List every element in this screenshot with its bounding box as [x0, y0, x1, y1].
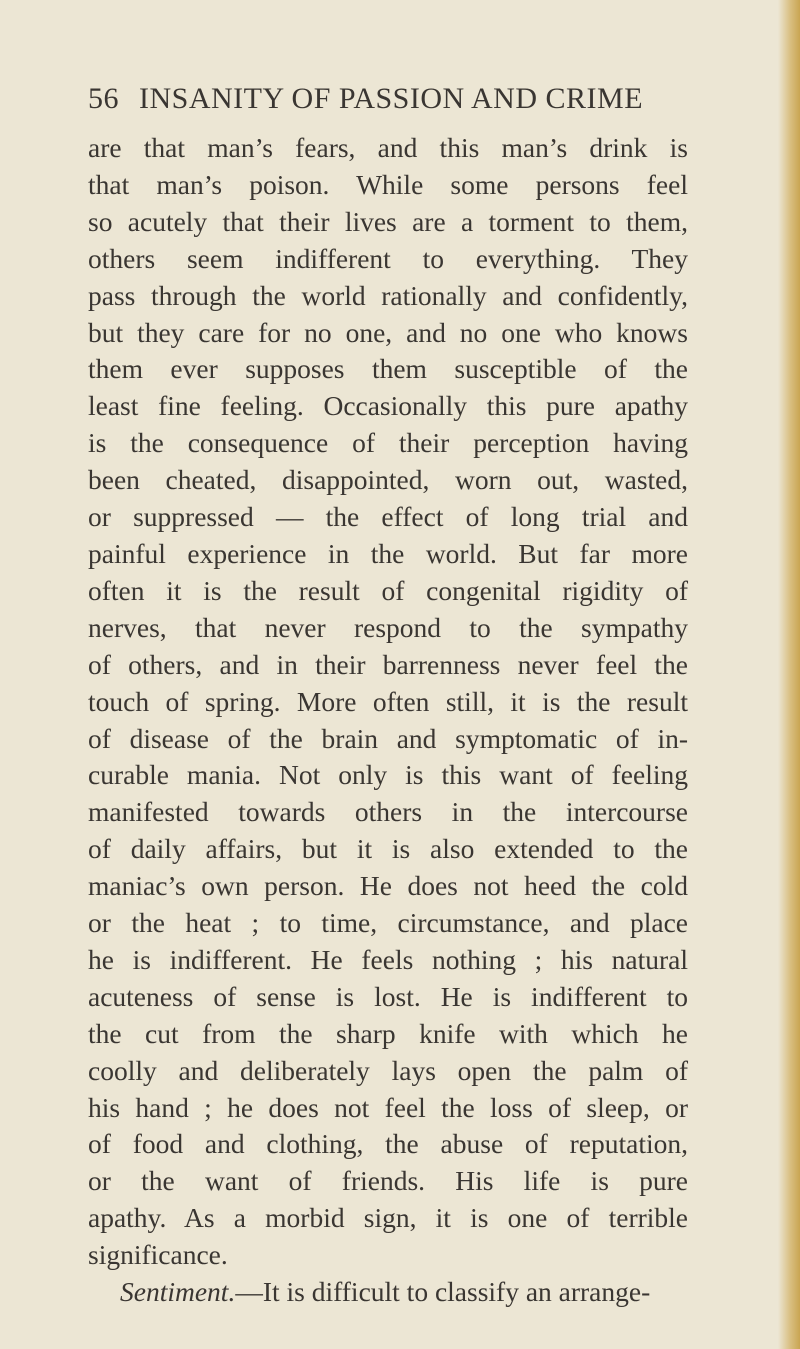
section-text: —It is difficult to classify an arrange-	[235, 1276, 651, 1308]
text-line: but they care for no one, and no one who knows	[88, 316, 688, 348]
text-line: maniac’s own person. He does not heed the cold	[88, 870, 688, 902]
text-line: he is indifferent. He feels nothing ; his natural	[88, 943, 688, 975]
text-line: is the consequence of their perception having	[88, 427, 688, 459]
text-line: least fine feeling. Occasionally this pure apathy	[88, 390, 688, 422]
text-line: curable mania. Not only is this want of feeling	[88, 759, 688, 791]
text-line: pass through the world rationally and confidently,	[88, 279, 688, 311]
text-line: are that man’s fears, and this man’s drink is	[88, 132, 688, 163]
text-line: of daily affairs, but it is also extended to the	[88, 833, 688, 865]
text-line: that man’s poison. While some persons feel	[88, 168, 688, 200]
text-line: or suppressed — the effect of long trial and	[88, 501, 688, 533]
text-line: painful experience in the world. But far more	[88, 537, 688, 569]
text-line: nerves, that never respond to the sympathy	[88, 611, 688, 643]
text-line: touch of spring. More often still, it is the result	[88, 685, 688, 717]
running-title: INSANITY OF PASSION AND CRIME	[139, 82, 644, 115]
text-line: others seem indifferent to everything. They	[88, 242, 688, 274]
text-line: of food and clothing, the abuse of reputation,	[88, 1128, 688, 1160]
text-line: manifested towards others in the intercourse	[88, 796, 688, 828]
text-line: so acutely that their lives are a torment to them,	[88, 205, 688, 237]
text-line: of disease of the brain and symptomatic of in-	[88, 722, 688, 754]
text-line: of others, and in their barrenness never feel the	[88, 648, 688, 680]
section-start-line	[88, 1274, 688, 1311]
text-line: apathy. As a morbid sign, it is one of terrible	[88, 1202, 688, 1234]
page-number: 56	[88, 82, 119, 115]
text-line: significance.	[88, 1239, 228, 1271]
text-line: the cut from the sharp knife with which he	[88, 1017, 688, 1049]
text-line: his hand ; he does not feel the loss of sleep, or	[88, 1091, 688, 1123]
text-line: them ever supposes them susceptible of the	[88, 353, 688, 385]
text-line: or the want of friends. His life is pure	[88, 1165, 688, 1197]
text-line: or the heat ; to time, circumstance, and place	[88, 907, 688, 939]
text-line: been cheated, disappointed, worn out, wasted,	[88, 464, 688, 496]
body-text	[88, 130, 688, 1311]
text-line: often it is the result of congenital rigidity of	[88, 574, 688, 606]
section-heading: Sentiment.	[120, 1276, 236, 1308]
running-head	[88, 82, 688, 116]
text-line: acuteness of sense is lost. He is indifferent to	[88, 980, 688, 1012]
page-edge-stain	[778, 0, 800, 1349]
text-line: coolly and deliberately lays open the palm of	[88, 1054, 688, 1086]
